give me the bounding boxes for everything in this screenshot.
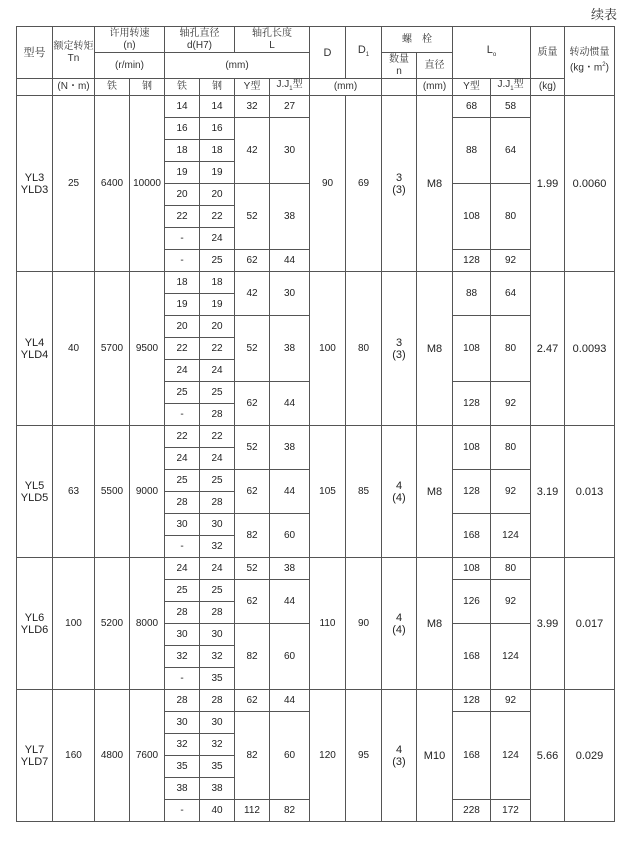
jj1-label: J.J [497,79,511,90]
header-L0-jj1 [491,79,531,96]
table-row [17,558,615,580]
L0-jj1-cell: 80 [491,184,531,250]
header-bore [165,27,235,53]
length-y-cell: 52 [235,316,270,382]
L0-label: L [486,43,493,56]
L0-y-cell: 168 [453,624,491,690]
bolt-qty: 3 [395,171,403,184]
L0-y-cell: 168 [453,514,491,558]
bore-iron-cell: 38 [165,778,200,800]
L0-jj1-cell: 124 [491,712,531,800]
model-name: YL4 [24,336,45,349]
bore-label: 轴孔直径 [179,27,220,39]
L0-y-cell: 168 [453,712,491,800]
bore-steel-cell: 25 [200,580,235,602]
bore-steel-cell: 35 [200,756,235,778]
bore-steel-cell: 28 [200,602,235,624]
length-jj1-cell: 44 [270,382,310,426]
bore-steel-cell: 14 [200,96,235,118]
bore-iron-cell: 24 [165,558,200,580]
jj1-label: J.J [276,79,290,90]
D1-cell: 90 [346,558,382,690]
bore-iron-cell: 14 [165,96,200,118]
bore-iron-cell: 20 [165,316,200,338]
torque-cell: 25 [53,96,95,272]
D-cell: 105 [310,426,346,558]
inertia-unit-close: ) [605,62,609,74]
n-iron-cell: 5200 [95,558,130,690]
L0-y-cell: 128 [453,382,491,426]
model-cell [17,96,53,272]
length-y-cell: 62 [235,470,270,514]
D-cell: 120 [310,690,346,822]
bolt-qty-cell [382,558,417,690]
length-jj1-cell: 60 [270,712,310,800]
header-bolt-qty [382,53,417,79]
header-speed-unit: (r/min) [95,53,165,79]
bore-iron-cell: - [165,228,200,250]
table-row [17,96,615,118]
n-iron-cell: 5500 [95,426,130,558]
header-speed [95,27,165,53]
bore-steel-cell: 16 [200,118,235,140]
torque-cell: 100 [53,558,95,690]
bore-steel-cell: 28 [200,492,235,514]
header-model: 型号 [17,27,53,79]
inertia-cell: 0.017 [565,558,615,690]
bore-iron-cell: - [165,800,200,822]
bore-steel-cell: 18 [200,140,235,162]
bolt-qty-alt: (3) [392,755,406,768]
inertia-label: 转动惯量 [569,47,610,59]
bore-steel-cell: 19 [200,294,235,316]
bore-iron-cell: 28 [165,690,200,712]
jj1-suffix: 型 [513,79,524,90]
bore-steel-cell: 20 [200,184,235,206]
L0-jj1-cell: 124 [491,624,531,690]
bore-steel-cell: 22 [200,206,235,228]
L0-jj1-cell: 92 [491,470,531,514]
L0-y-cell: 128 [453,470,491,514]
bore-iron-cell: 22 [165,426,200,448]
bore-iron-cell: 19 [165,294,200,316]
header-D: D [310,27,346,79]
model-cell [17,558,53,690]
length-jj1-cell: 27 [270,96,310,118]
model-name: YL5 [24,479,45,492]
bolt-dia-cell: M10 [417,690,453,822]
length-jj1-cell: 38 [270,426,310,470]
bolt-n-symbol: n [396,65,402,77]
length-y-cell: 62 [235,382,270,426]
length-jj1-cell: 82 [270,800,310,822]
jj1-subscript: 1 [510,86,514,92]
bolt-qty: 3 [395,336,403,349]
bore-iron-cell: 30 [165,514,200,536]
bore-steel-cell: 24 [200,360,235,382]
length-jj1-cell: 38 [270,184,310,250]
D1-subscript: 1 [365,52,370,59]
model-cell [17,426,53,558]
bolt-dia-cell: M8 [417,426,453,558]
inertia-cell: 0.013 [565,426,615,558]
length-y-cell: 82 [235,624,270,690]
bore-iron-cell: - [165,404,200,426]
torque-cell: 63 [53,426,95,558]
bore-steel-cell: 19 [200,162,235,184]
inertia-superscript: 2 [602,62,606,69]
bore-steel-cell: 25 [200,382,235,404]
bore-steel-cell: 18 [200,272,235,294]
bore-iron-cell: 32 [165,646,200,668]
n-iron-cell: 6400 [95,96,130,272]
bore-steel-cell: 22 [200,338,235,360]
length-y-cell: 112 [235,800,270,822]
header-mass-unit: (kg) [531,79,565,96]
mass-cell: 3.19 [531,426,565,558]
bolt-qty-cell [382,690,417,822]
n-steel-cell: 7600 [130,690,165,822]
bolt-qty-cell [382,272,417,426]
torque-cell: 40 [53,272,95,426]
L0-jj1-cell: 92 [491,250,531,272]
length-y-cell: 52 [235,184,270,250]
mass-cell: 2.47 [531,272,565,426]
length-y-cell: 42 [235,118,270,184]
bore-steel-cell: 35 [200,668,235,690]
D-cell: 100 [310,272,346,426]
header-speed-iron: 铁 [95,79,130,96]
L0-jj1-cell: 80 [491,316,531,382]
length-y-cell: 62 [235,580,270,624]
bore-iron-cell: 30 [165,624,200,646]
bore-iron-cell: - [165,536,200,558]
length-jj1-cell: 60 [270,514,310,558]
n-steel-cell: 9000 [130,426,165,558]
bolt-qty-alt: (3) [392,348,406,361]
bore-steel-cell: 30 [200,624,235,646]
bolt-qty-alt: (3) [392,183,406,196]
inertia-cell: 0.0060 [565,96,615,272]
bore-steel-cell: 25 [200,250,235,272]
bore-iron-cell: 19 [165,162,200,184]
bore-iron-cell: 18 [165,272,200,294]
header-torque-unit: (N・m) [53,79,95,96]
bolt-dia-cell: M8 [417,272,453,426]
header-model-blank [17,79,53,96]
jj1-subscript: 1 [289,86,293,92]
L0-y-cell: 108 [453,184,491,250]
header-D1 [346,27,382,79]
model-cell [17,690,53,822]
L0-jj1-cell: 80 [491,426,531,470]
header-inertia [565,27,615,96]
header-bolt-dia: 直径 [417,53,453,79]
bolt-qty: 4 [395,743,403,756]
length-jj1-cell: 44 [270,580,310,624]
model-name-d: YLD4 [20,348,49,361]
bore-steel-cell: 30 [200,712,235,734]
bolt-qty-label: 数量 [389,53,409,65]
L0-y-cell: 68 [453,96,491,118]
coupling-spec-table [16,26,615,822]
length-jj1-cell: 44 [270,250,310,272]
length-jj1-cell: 38 [270,558,310,580]
bore-steel-cell: 22 [200,426,235,448]
bore-steel-cell: 25 [200,470,235,492]
bolt-qty-alt: (4) [392,491,406,504]
length-jj1-cell: 30 [270,118,310,184]
bore-steel-cell: 24 [200,558,235,580]
inertia-cell: 0.0093 [565,272,615,426]
bore-iron-cell: 25 [165,382,200,404]
n-iron-cell: 5700 [95,272,130,426]
bore-steel-cell: 32 [200,734,235,756]
mass-cell: 3.99 [531,558,565,690]
bore-iron-cell: 24 [165,360,200,382]
length-y-cell: 82 [235,514,270,558]
bore-steel-cell: 40 [200,800,235,822]
jj1-suffix: 型 [292,79,303,90]
n-steel-cell: 9500 [130,272,165,426]
L0-jj1-cell: 58 [491,96,531,118]
inertia-cell: 0.029 [565,690,615,822]
mass-cell: 5.66 [531,690,565,822]
bore-iron-cell: 20 [165,184,200,206]
n-iron-cell: 4800 [95,690,130,822]
bore-steel-cell: 30 [200,514,235,536]
bore-iron-cell: 35 [165,756,200,778]
length-y-cell: 52 [235,426,270,470]
D1-label: D [357,43,366,56]
bore-steel-cell: 24 [200,228,235,250]
n-steel-cell: 8000 [130,558,165,690]
length-y-cell: 42 [235,272,270,316]
L0-y-cell: 88 [453,272,491,316]
bore-iron-cell: - [165,250,200,272]
D-cell: 110 [310,558,346,690]
table-body [17,96,615,822]
length-jj1-cell: 44 [270,690,310,712]
table-row [17,272,615,294]
bore-steel-cell: 28 [200,404,235,426]
L0-subscript: o [492,52,497,59]
bore-steel-cell: 32 [200,646,235,668]
header-bore-iron: 铁 [165,79,200,96]
bolt-qty: 4 [395,611,403,624]
header-bolt-qty-blank [382,79,417,96]
length-jj1-cell: 38 [270,316,310,382]
L0-jj1-cell: 124 [491,514,531,558]
bolt-qty-alt: (4) [392,623,406,636]
speed-label: 许用转速 [109,27,150,39]
L0-jj1-cell: 92 [491,382,531,426]
length-y-cell: 62 [235,250,270,272]
bore-iron-cell: 28 [165,602,200,624]
bolt-dia-cell: M8 [417,558,453,690]
length-y-cell: 32 [235,96,270,118]
speed-symbol: (n) [123,39,136,51]
bore-iron-cell: 16 [165,118,200,140]
bore-steel-cell: 24 [200,448,235,470]
bolt-qty-cell [382,96,417,272]
header-torque [53,27,95,79]
D-cell: 90 [310,96,346,272]
bore-steel-cell: 38 [200,778,235,800]
bolt-dia-cell: M8 [417,96,453,272]
L0-jj1-cell: 172 [491,800,531,822]
bore-iron-cell: 28 [165,492,200,514]
bore-symbol: d(H7) [186,39,212,51]
header-D-unit: (mm) [310,79,382,96]
header-mass: 质量 [531,27,565,79]
L0-jj1-cell: 80 [491,558,531,580]
bore-iron-cell: 25 [165,470,200,492]
header-mm-unit: (mm) [165,53,310,79]
length-y-cell: 62 [235,690,270,712]
torque-cell: 160 [53,690,95,822]
model-cell [17,272,53,426]
length-symbol: L [269,39,275,51]
L0-y-cell: 128 [453,690,491,712]
inertia-unit: (kg・m [570,62,603,74]
D1-cell: 95 [346,690,382,822]
header-L0-y: Y型 [453,79,491,96]
D1-cell: 69 [346,96,382,272]
D1-cell: 85 [346,426,382,558]
D1-cell: 80 [346,272,382,426]
header-bolt-unit: (mm) [417,79,453,96]
model-name-d: YLD5 [20,491,49,504]
model-name-d: YLD7 [20,755,49,768]
bore-iron-cell: 25 [165,580,200,602]
length-y-cell: 52 [235,558,270,580]
bore-iron-cell: 32 [165,734,200,756]
mass-cell: 1.99 [531,96,565,272]
L0-y-cell: 108 [453,558,491,580]
bolt-qty: 4 [395,479,403,492]
bore-iron-cell: - [165,668,200,690]
L0-y-cell: 128 [453,250,491,272]
length-jj1-cell: 60 [270,624,310,690]
bolt-qty-cell [382,426,417,558]
header-length [235,27,310,53]
length-y-cell: 82 [235,712,270,800]
table-row [17,690,615,712]
bore-iron-cell: 22 [165,338,200,360]
bore-iron-cell: 18 [165,140,200,162]
bore-iron-cell: 24 [165,448,200,470]
L0-jj1-cell: 64 [491,118,531,184]
L0-y-cell: 88 [453,118,491,184]
header-speed-steel: 钢 [130,79,165,96]
bore-steel-cell: 32 [200,536,235,558]
L0-y-cell: 108 [453,426,491,470]
n-steel-cell: 10000 [130,96,165,272]
header-len-jj1 [270,79,310,96]
model-name: YL6 [24,611,45,624]
header-bore-steel: 钢 [200,79,235,96]
L0-y-cell: 228 [453,800,491,822]
torque-symbol: Tn [67,52,80,64]
model-name-d: YLD6 [20,623,49,636]
model-name: YL3 [24,171,45,184]
L0-y-cell: 108 [453,316,491,382]
header-L0 [453,27,531,79]
model-name-d: YLD3 [20,183,49,196]
bore-iron-cell: 22 [165,206,200,228]
bore-iron-cell: 30 [165,712,200,734]
L0-jj1-cell: 64 [491,272,531,316]
bore-steel-cell: 28 [200,690,235,712]
torque-label: 额定转矩 [53,40,94,52]
bore-steel-cell: 20 [200,316,235,338]
L0-y-cell: 126 [453,580,491,624]
header-len-y: Y型 [235,79,270,96]
table-row [17,426,615,448]
length-jj1-cell: 44 [270,470,310,514]
header-bolt: 螺 栓 [382,27,453,53]
L0-jj1-cell: 92 [491,690,531,712]
length-jj1-cell: 30 [270,272,310,316]
model-name: YL7 [24,743,45,756]
table-caption: 续表 [590,7,617,22]
length-label: 轴孔长度 [252,27,292,39]
L0-jj1-cell: 92 [491,580,531,624]
